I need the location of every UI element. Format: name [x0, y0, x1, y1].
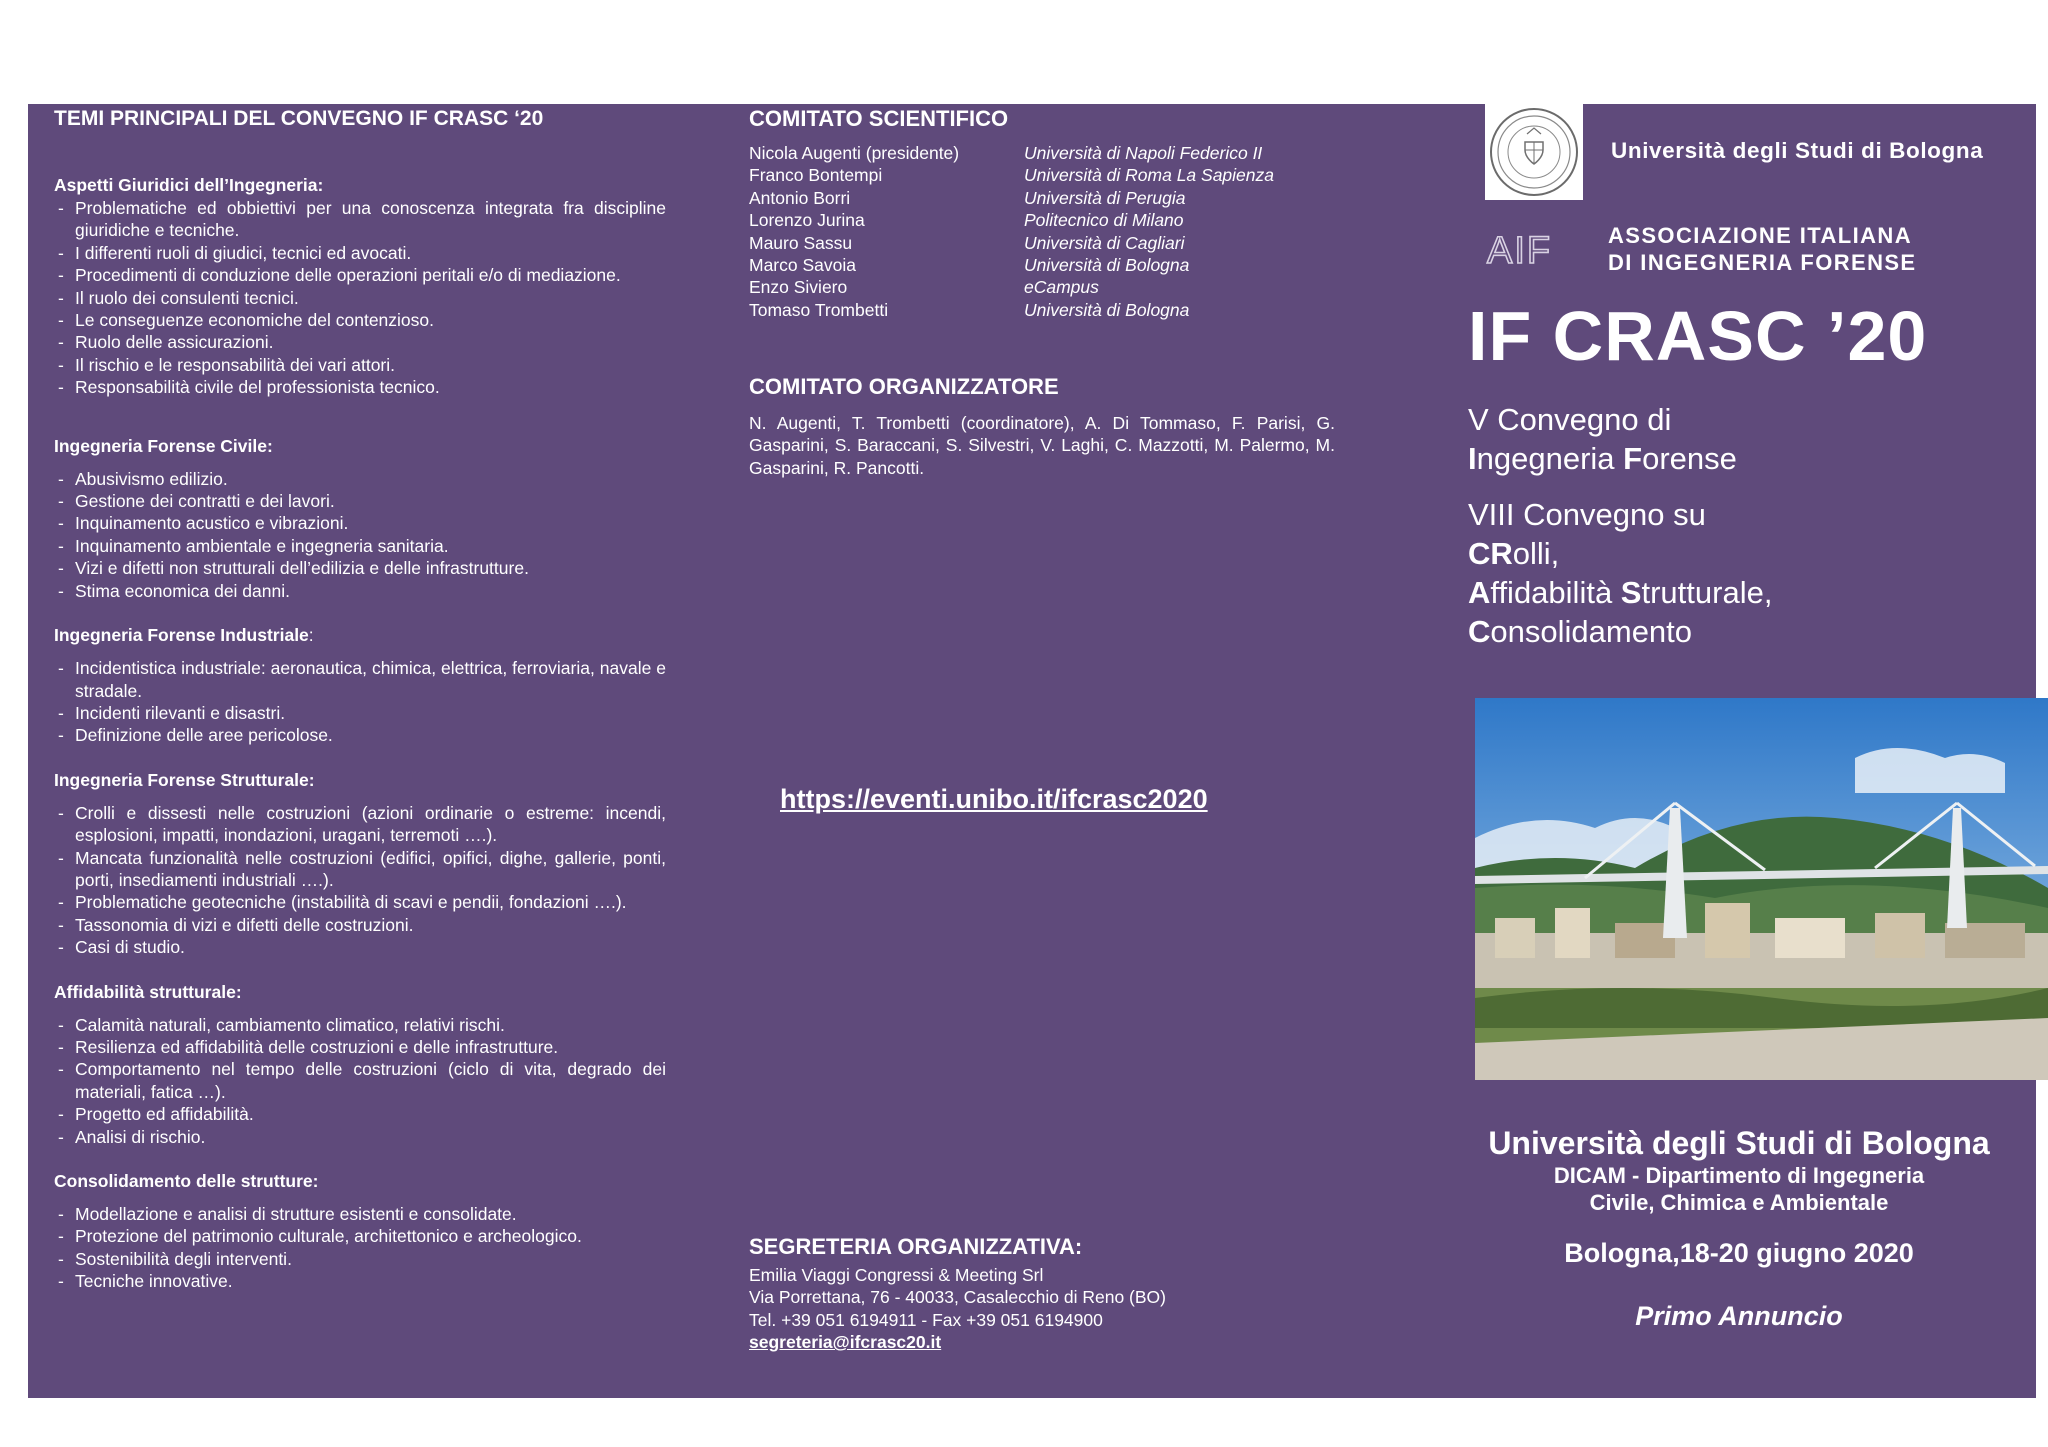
subtitle-line — [1468, 534, 1772, 573]
topic-item: - Protezione del patrimonio culturale, architettonico e archeologico. — [54, 1225, 666, 1247]
member-university: Università di Roma La Sapienza — [1024, 165, 1274, 186]
subtitle-text: trutturale, — [1641, 575, 1773, 610]
topic-list — [54, 468, 666, 602]
topic-item: - Progetto ed affidabilità. — [54, 1103, 666, 1125]
topic-list — [54, 1203, 666, 1293]
organizing-committee-members: N. Augenti, T. Trombetti (coordinatore), A. Di Tommaso, F. Parisi, G. Gasparini, S. Baraccani, S. Silvestri, V. Laghi, C. Mazzotti, M. Palermo, M. Gasparini, R. Pancotti. — [749, 413, 1335, 478]
topic-item: - Inquinamento ambientale e ingegneria sanitaria. — [54, 535, 666, 557]
subtitle-text: ngegneria — [1476, 441, 1624, 476]
topic-item: - Sostenibilità degli interventi. — [54, 1248, 666, 1270]
aif-logo-text: AIF — [1487, 230, 1553, 268]
subtitle-initial: I — [1468, 441, 1477, 476]
brochure-panel — [28, 104, 2036, 1398]
subtitle-initial: F — [1623, 441, 1643, 476]
topic-section-title — [54, 624, 666, 646]
conference-title: IF CRASC ’20 — [1468, 297, 1928, 375]
topic-item: - Incidenti rilevanti e disastri. — [54, 702, 666, 724]
topic-list — [54, 197, 666, 399]
topic-item: - Vizi e difetti non strutturali dell’edilizia e delle infrastrutture. — [54, 557, 666, 579]
association-name-line: ASSOCIAZIONE ITALIANA — [1608, 223, 1912, 248]
secretariat-title: SEGRETERIA ORGANIZZATIVA: — [749, 1234, 1083, 1259]
committee-member-row — [749, 142, 1274, 164]
bridge-photo-image — [1475, 698, 2048, 1080]
event-date: Bologna,18-20 giugno 2020 — [1564, 1238, 1914, 1268]
topic-section-title: Affidabilità strutturale: — [54, 981, 242, 1002]
association-name — [1608, 222, 1917, 276]
subtitle-initial: CR — [1468, 536, 1513, 571]
member-name: Franco Bontempi — [749, 165, 883, 186]
topic-list — [54, 657, 666, 747]
scientific-committee-title: COMITATO SCIENTIFICO — [749, 106, 1009, 131]
topic-item: - Procedimenti di conduzione delle operazioni peritali e/o di mediazione. — [54, 264, 666, 286]
topic-item: - Mancata funzionalità nelle costruzioni (edifici, opifici, dighe, gallerie, ponti, porti, insediamenti industriali ….). — [54, 847, 666, 892]
topic-section-title-text: Ingegneria Forense Industriale — [54, 625, 309, 646]
committee-member-row — [749, 299, 1274, 321]
bridge-photo — [1475, 698, 2048, 1080]
event-website-link[interactable]: https://eventi.unibo.it/ifcrasc2020 — [780, 784, 1208, 814]
association-name-line: DI INGEGNERIA FORENSE — [1608, 250, 1917, 275]
topic-item: - Le conseguenze economiche del contenzioso. — [54, 309, 666, 331]
secretariat-company: Emilia Viaggi Congressi & Meeting Srl — [749, 1265, 1044, 1285]
committee-member-row — [749, 164, 1274, 186]
topic-item: - Problematiche geotecniche (instabilità di scavi e pendii, fondazioni ….). — [54, 891, 666, 913]
topic-section-title: Ingegneria Forense Civile: — [54, 435, 273, 456]
topic-item: - Inquinamento acustico e vibrazioni. — [54, 512, 666, 534]
university-seal-icon — [1485, 104, 1583, 200]
topic-item: - Tecniche innovative. — [54, 1270, 666, 1292]
member-university: eCampus — [1024, 277, 1099, 298]
topic-section — [54, 769, 666, 959]
secretariat-email-link[interactable]: segreteria@ifcrasc20.it — [749, 1332, 942, 1353]
subtitle-text: olli, — [1512, 536, 1560, 571]
member-name: Marco Savoia — [749, 255, 856, 276]
topic-section-title-colon: : — [308, 625, 314, 646]
topic-item: - Il rischio e le responsabilità dei vari attori. — [54, 354, 666, 376]
member-university: Università di Napoli Federico II — [1024, 143, 1263, 163]
topic-item: - Incidentistica industriale: aeronautica, chimica, elettrica, ferroviaria, navale e stradale. — [54, 657, 666, 702]
topic-item: - Analisi di rischio. — [54, 1126, 666, 1148]
member-name: Lorenzo Jurina — [749, 210, 865, 231]
topic-section-title: Ingegneria Forense Strutturale: — [54, 769, 315, 790]
topic-item: - Comportamento nel tempo delle costruzioni (ciclo di vita, degrado dei materiali, fatica …). — [54, 1058, 666, 1103]
cover-column — [1442, 104, 2036, 1398]
topic-list — [54, 1014, 666, 1148]
department-name — [1442, 1162, 2036, 1216]
topic-section-title: Aspetti Giuridici dell’Ingegneria: — [54, 175, 324, 195]
cover-footer — [1442, 1124, 2036, 1332]
topic-section — [54, 981, 666, 1148]
topic-item: - Ruolo delle assicurazioni. — [54, 331, 666, 353]
member-name: Antonio Borri — [749, 187, 851, 208]
member-name: Tomaso Trombetti — [749, 299, 889, 320]
subtitle-initial: C — [1468, 614, 1491, 649]
topic-section — [54, 624, 666, 747]
subtitle-initial: A — [1468, 575, 1491, 610]
aif-logo-icon — [1485, 228, 1580, 268]
topic-item: - Calamità naturali, cambiamento climatico, relativi rischi. — [54, 1014, 666, 1036]
subtitle-text: onsolidamento — [1490, 614, 1693, 649]
member-university: Università di Bologna — [1024, 299, 1190, 320]
subtitle-line — [1468, 573, 1772, 612]
member-university: Università di Perugia — [1024, 187, 1186, 208]
subtitle-line — [1468, 439, 1772, 478]
topic-item: - Tassonomia di vizi e difetti delle costruzioni. — [54, 914, 666, 936]
member-university: Università di Bologna — [1024, 255, 1190, 276]
topic-item: - Resilienza ed affidabilità delle costruzioni e delle infrastrutture. — [54, 1036, 666, 1058]
topic-item: - Crolli e dissesti nelle costruzioni (azioni ordinarie o estreme: incendi, esplosioni, impatti, inondazioni, uragani, terremoti ….). — [54, 802, 666, 847]
subtitle-line: VIII Convegno su — [1468, 497, 1706, 532]
topic-item: - Casi di studio. — [54, 936, 666, 958]
topic-item: - Modellazione e analisi di strutture esistenti e consolidate. — [54, 1203, 666, 1225]
member-name: Mauro Sassu — [749, 232, 853, 253]
topic-item: - Gestione dei contratti e dei lavori. — [54, 490, 666, 512]
secretariat-address: Via Porrettana, 76 - 40033, Casalecchio di Reno (BO) — [749, 1287, 1166, 1308]
department-line: Civile, Chimica e Ambientale — [1589, 1190, 1889, 1215]
topic-section — [54, 1170, 666, 1293]
topic-list — [54, 802, 666, 959]
member-university: Università di Cagliari — [1024, 232, 1185, 253]
topic-item: - Definizione delle aree pericolose. — [54, 724, 666, 746]
committee-member-row — [749, 276, 1274, 298]
subtitle-text: orense — [1642, 441, 1737, 476]
first-announcement-label: Primo Annuncio — [1635, 1301, 1843, 1331]
committee-member-row — [749, 254, 1274, 276]
topic-item: - Stima economica dei danni. — [54, 580, 666, 602]
member-name: Nicola Augenti (presidente) — [749, 143, 960, 163]
university-seal-logo — [1485, 104, 1583, 200]
university-name-header: Università degli Studi di Bologna — [1611, 138, 1984, 163]
topic-item: - Responsabilità civile del professionista tecnico. — [54, 376, 666, 398]
department-line: DICAM - Dipartimento di Ingegneria — [1553, 1163, 1925, 1188]
topic-section — [54, 174, 666, 399]
topic-section-title: Consolidamento delle strutture: — [54, 1171, 319, 1191]
secretariat-contact — [749, 1264, 1166, 1354]
topic-item: - I differenti ruoli di giudici, tecnici ed avocati. — [54, 242, 666, 264]
topics-heading: TEMI PRINCIPALI DEL CONVEGNO IF CRASC ‘20 — [54, 107, 544, 130]
secretariat-phone: Tel. +39 051 6194911 - Fax +39 051 6194900 — [749, 1309, 1103, 1330]
university-name-footer: Università degli Studi di Bologna — [1488, 1125, 1990, 1161]
subtitle-text: ffidabilità — [1490, 575, 1621, 610]
conference-subtitle — [1468, 400, 1772, 651]
committee-member-row — [749, 232, 1274, 254]
topic-item: - Problematiche ed obbiettivi per una conoscenza integrata fra discipline giuridiche e tecniche. — [54, 197, 666, 242]
topics-column — [54, 104, 666, 1293]
member-university: Politecnico di Milano — [1024, 210, 1184, 231]
topic-item: - Il ruolo dei consulenti tecnici. — [54, 287, 666, 309]
subtitle-initial: S — [1620, 575, 1642, 610]
topic-item: - Abusivismo edilizio. — [54, 468, 666, 490]
member-name: Enzo Siviero — [749, 277, 848, 298]
subtitle-line: V Convegno di — [1468, 402, 1672, 437]
committee-member-row — [749, 209, 1274, 231]
committee-member-row — [749, 187, 1274, 209]
subtitle-line — [1468, 612, 1772, 651]
scientific-committee-list — [749, 142, 1274, 321]
topic-section — [54, 435, 666, 602]
organizing-committee-title: COMITATO ORGANIZZATORE — [749, 374, 1059, 399]
committee-column — [749, 104, 1369, 1398]
